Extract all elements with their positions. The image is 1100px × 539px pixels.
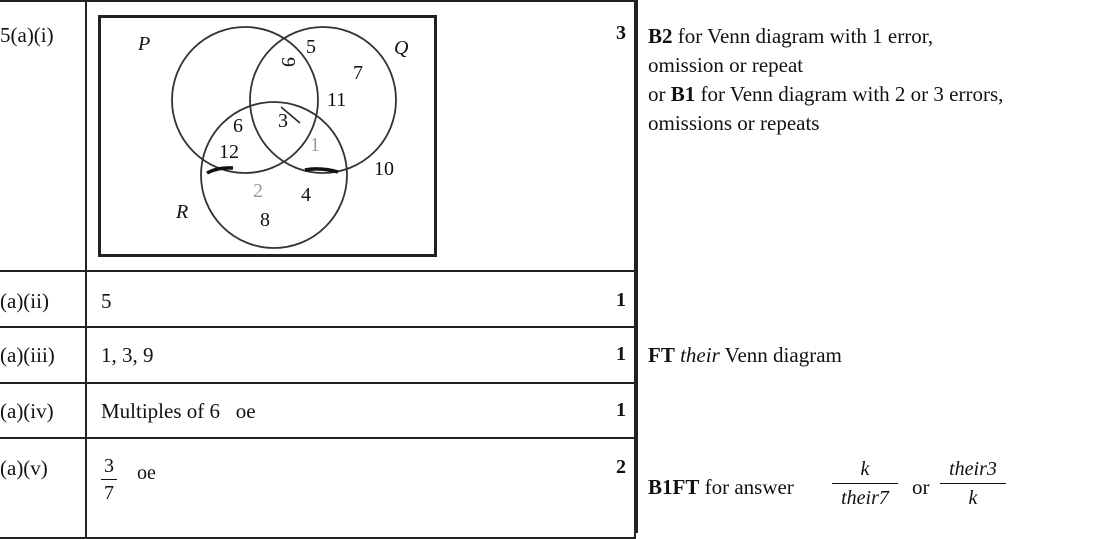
circle-q [250,27,396,173]
guidance-fraction-1: k their7 [832,457,898,510]
answer-text: Multiples of 6 oe [101,399,256,423]
question-label: (a)(ii) [0,289,49,313]
table-row [0,1,1100,271]
label-r: R [176,201,189,223]
mark-value: 3 [616,22,626,44]
question-label: (a)(iii) [0,343,55,367]
guidance-fraction-2: their3 k [940,457,1006,510]
circle-r [201,102,347,248]
mark-value: 1 [616,343,626,365]
table-row [0,271,1100,327]
venn-num: 11 [327,89,347,111]
venn-num: 2 [253,180,263,202]
venn-num: 1 [310,134,320,156]
venn-num: 3 [278,110,288,132]
question-cell [0,1,86,271]
mark-value: 1 [616,289,626,311]
answer-text: 5 [101,289,112,313]
table-row [0,438,1100,538]
answer-text: 1, 3, 9 [101,343,154,367]
venn-num: 4 [301,184,311,206]
answer-fraction: 3 7 [101,455,117,504]
answer-oe: oe [137,462,156,484]
venn-num: 8 [260,209,270,231]
venn-diagram [98,15,438,258]
table-row [0,327,1100,383]
label-p: P [138,33,151,55]
guidance-text: B1FT for answer [648,475,794,499]
venn-num: 12 [219,141,239,163]
guidance-or: or [912,475,930,499]
circle-p [172,27,318,173]
question-label: (a)(iv) [0,399,54,423]
venn-num: 9 [277,57,299,67]
venn-num: 6 [233,115,243,137]
answer-cell [86,1,635,271]
question-label: 5(a)(i) [0,23,54,47]
column-divider [636,0,638,533]
mark-value: 2 [616,456,626,478]
venn-num: 7 [353,62,363,84]
mark-value: 1 [616,399,626,421]
question-label: (a)(v) [0,456,48,480]
venn-num: 10 [374,158,394,180]
guidance-text: FT their Venn diagram [648,343,842,367]
guidance-text: B2 for Venn diagram with 1 error, omission or repeat or B1 for Venn diagram with 2 or 3 errors, omissions or repeats [648,24,1004,135]
label-q: Q [394,37,409,59]
table-row [0,383,1100,438]
venn-num: 5 [306,36,316,58]
